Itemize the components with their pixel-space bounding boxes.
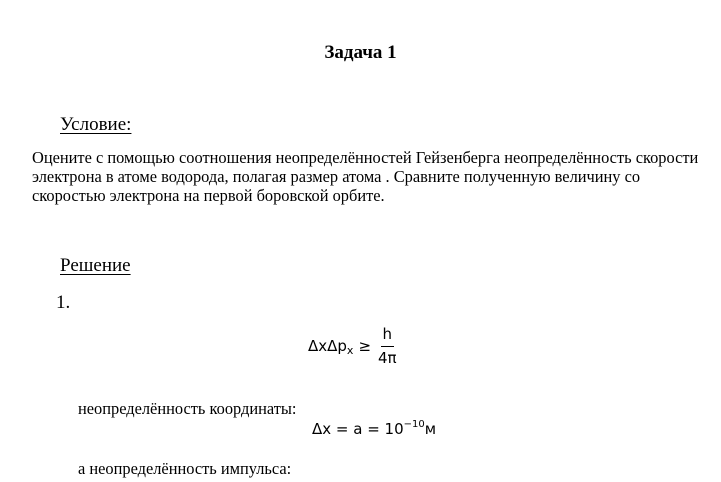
fraction-numerator: h <box>381 325 395 347</box>
coordinate-uncertainty-formula <box>312 418 436 443</box>
uncertainty-relation-formula <box>308 323 399 369</box>
formula-lhs: ΔxΔp <box>308 337 347 355</box>
step-number: 1. <box>56 292 71 313</box>
formula2-unit: м <box>424 420 437 438</box>
problem-title: Задача 1 <box>324 42 397 63</box>
momentum-uncertainty-label: а неопределённость импульса: <box>78 459 292 478</box>
condition-text: Оцените с помощью соотношения неопределённостей Гейзенберга неопределённость скорости электрона в атоме водорода, полагая размер атома . Сравните полученную величину со скоростью электрона на первой боровской орбите. <box>32 148 699 205</box>
formula2-exponent: −10 <box>403 419 425 430</box>
formula2-main: Δx = a = 10 <box>312 420 404 438</box>
solution-heading: Решение <box>60 255 131 276</box>
formula-lhs-subscript: x <box>346 343 354 357</box>
coordinate-uncertainty-label: неопределённость координаты: <box>78 399 297 418</box>
condition-heading: Условие: <box>60 114 132 135</box>
fraction-denominator: 4π <box>378 349 397 367</box>
formula-relation-sign: ≥ <box>358 337 372 355</box>
formula-fraction <box>376 325 399 367</box>
